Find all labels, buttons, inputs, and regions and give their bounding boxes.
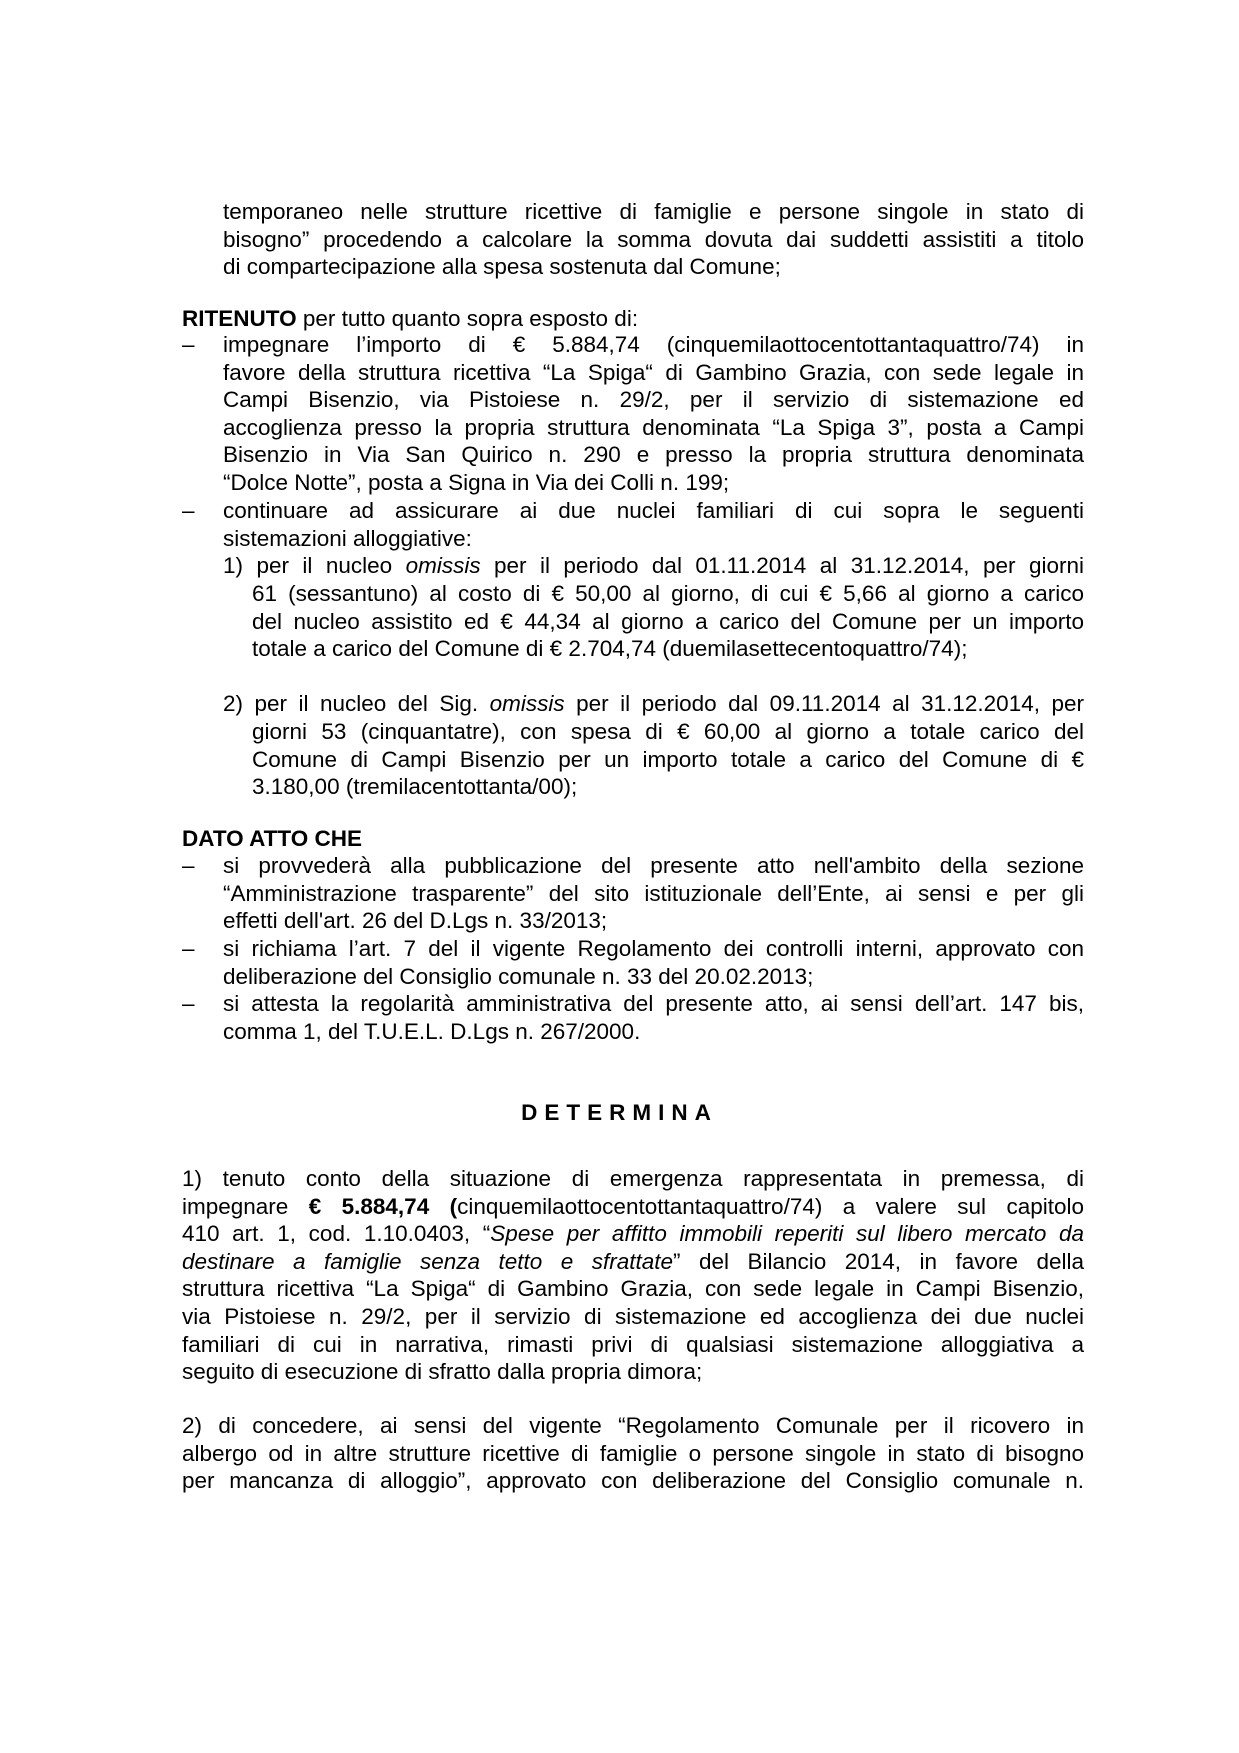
sub-item-1	[223, 552, 1084, 580]
dato-atto-item-3-line: si attesta la regolarità amministrativa del presente atto, ai sensi dell’art. 147 bis,	[223, 991, 1084, 1016]
dato-atto-item-1-line: si provvederà alla pubblicazione del presente atto nell'ambito della sezione	[223, 853, 1084, 878]
ritenuto-heading-rest: per tutto quanto sopra esposto di:	[296, 306, 639, 331]
ritenuto-item-1-line: “Dolce Notte”, posta a Signa in Via dei Colli n. 199;	[223, 469, 730, 495]
determina-paragraph-2	[182, 1412, 1084, 1495]
sub-item-2	[223, 690, 1084, 718]
sub-item-2-first-line: 2) per il nucleo del Sig. omissis per il periodo dal 09.11.2014 al 31.12.2014, per	[223, 691, 1084, 716]
bullet-dash: –	[182, 332, 195, 357]
determina-p1-line: 1) tenuto conto della situazione di emergenza rappresentata in premessa, di	[182, 1166, 1084, 1191]
dato-atto-item-3-line: comma 1, del T.U.E.L. D.Lgs n. 267/2000.	[223, 1018, 641, 1044]
sub-item-1-line: del nucleo assistito ed € 44,34 al giorno a carico del Comune per un importo	[252, 608, 1084, 634]
ritenuto-item-2-line: sistemazioni alloggiative:	[223, 525, 472, 551]
determina-p2-line: 2) di concedere, ai sensi del vigente “Regolamento Comunale per il ricovero in	[182, 1413, 1084, 1438]
ritenuto-item-1	[223, 331, 1084, 497]
dato-atto-item-1-line: effetti dell'art. 26 del D.Lgs n. 33/2013;	[223, 908, 608, 934]
determina-title: DETERMINA	[521, 1100, 718, 1125]
sub-item-1-line: 61 (sessantuno) al costo di € 50,00 al giorno, di cui € 5,66 al giorno a carico	[252, 581, 1084, 606]
determina-paragraph-1	[182, 1165, 1084, 1386]
ritenuto-item-1-line: impegnare l’importo di € 5.884,74 (cinquemilaottocentottantaquattro/74) in	[223, 332, 1084, 357]
intro-paragraph	[223, 198, 1084, 281]
intro-line: temporaneo nelle strutture ricettive di famiglie e persone singole in stato di	[223, 199, 1084, 224]
sub-item-1-line: totale a carico del Comune di € 2.704,74 (duemilasettecentoquattro/74);	[252, 636, 968, 662]
sub-item-1-first-line: 1) per il nucleo omissis per il periodo dal 01.11.2014 al 31.12.2014, per giorni	[223, 553, 1084, 578]
ritenuto-heading-line	[182, 305, 1084, 333]
sub-item-1-rest	[252, 580, 1084, 663]
determina-p2-line: albergo od in altre strutture ricettive di famiglie o persone singole in stato di bisogno	[182, 1440, 1084, 1466]
determina-p1-line: familiari di cui in narrativa, rimasti privi di qualsiasi sistemazione alloggiativa a	[182, 1331, 1084, 1357]
determina-p1-line: struttura ricettiva “La Spiga“ di Gambino Grazia, con sede legale in Campi Bisenzio,	[182, 1276, 1084, 1302]
ritenuto-item-1-line: accoglienza presso la propria struttura denominata “La Spiga 3”, posta a Campi	[223, 414, 1084, 440]
dato-atto-item-2-line: si richiama l’art. 7 del il vigente Regolamento dei controlli interni, approvato con	[223, 936, 1084, 961]
bullet-dash: –	[182, 991, 195, 1016]
dato-atto-item-2	[223, 935, 1084, 990]
sub-item-2-rest	[252, 718, 1084, 801]
ritenuto-item-1-line: favore della struttura ricettiva “La Spiga“ di Gambino Grazia, con sede legale in	[223, 359, 1084, 385]
dato-atto-heading-line	[182, 825, 1084, 853]
determina-p1-line: impegnare € 5.884,74 (cinquemilaottocentottantaquattro/74) a valere sul capitolo	[182, 1193, 1085, 1219]
sub-item-2-line: 3.180,00 (tremilacentottanta/00);	[252, 774, 578, 800]
ritenuto-item-2-line: continuare ad assicurare ai due nuclei familiari di cui sopra le seguenti	[223, 498, 1084, 523]
dato-atto-item-1	[223, 852, 1084, 935]
dato-atto-heading: DATO ATTO CHE	[182, 826, 362, 851]
determina-p1-line: 410 art. 1, cod. 1.10.0403, “Spese per affitto immobili reperiti sul libero mercato da	[182, 1221, 1084, 1247]
sub-item-2-line: giorni 53 (cinquantatre), con spesa di € 60,00 al giorno a totale carico del	[252, 719, 1084, 744]
omissis-text: omissis	[405, 553, 481, 578]
bullet-dash: –	[182, 936, 195, 961]
ritenuto-item-1-line: Campi Bisenzio, via Pistoiese n. 29/2, per il servizio di sistemazione ed	[223, 387, 1084, 413]
amount-bold: € 5.884,74 (	[308, 1193, 458, 1219]
determina-p1-line: destinare a famiglie senza tetto e sfrattate” del Bilancio 2014, in favore della	[182, 1248, 1084, 1274]
bullet-dash: –	[182, 853, 195, 878]
ritenuto-heading: RITENUTO	[182, 306, 297, 331]
determina-p1-line: seguito di esecuzione di sfratto dalla propria dimora;	[182, 1359, 703, 1385]
dato-atto-item-1-line: “Amministrazione trasparente” del sito istituzionale dell’Ente, ai sensi e per gli	[223, 880, 1084, 906]
omissis-text: omissis	[489, 691, 565, 716]
ritenuto-item-2	[223, 497, 1084, 552]
intro-line: bisogno” procedendo a calcolare la somma dovuta dai suddetti assistiti a titolo	[223, 226, 1084, 252]
dato-atto-item-3	[223, 990, 1084, 1045]
determina-p1-line: via Pistoiese n. 29/2, per il servizio di sistemazione ed accoglienza dei due nuclei	[182, 1303, 1084, 1329]
intro-line: di compartecipazione alla spesa sostenuta dal Comune;	[223, 254, 781, 280]
ritenuto-item-1-line: Bisenzio in Via San Quirico n. 290 e presso la propria struttura denominata	[223, 442, 1084, 468]
bullet-dash: –	[182, 498, 195, 523]
dato-atto-item-2-line: deliberazione del Consiglio comunale n. 33 del 20.02.2013;	[223, 963, 814, 989]
sub-item-2-line: Comune di Campi Bisenzio per un importo totale a carico del Comune di €	[252, 746, 1084, 772]
determina-p2-line: per mancanza di alloggio”, approvato con deliberazione del Consiglio comunale n.	[182, 1468, 1084, 1494]
